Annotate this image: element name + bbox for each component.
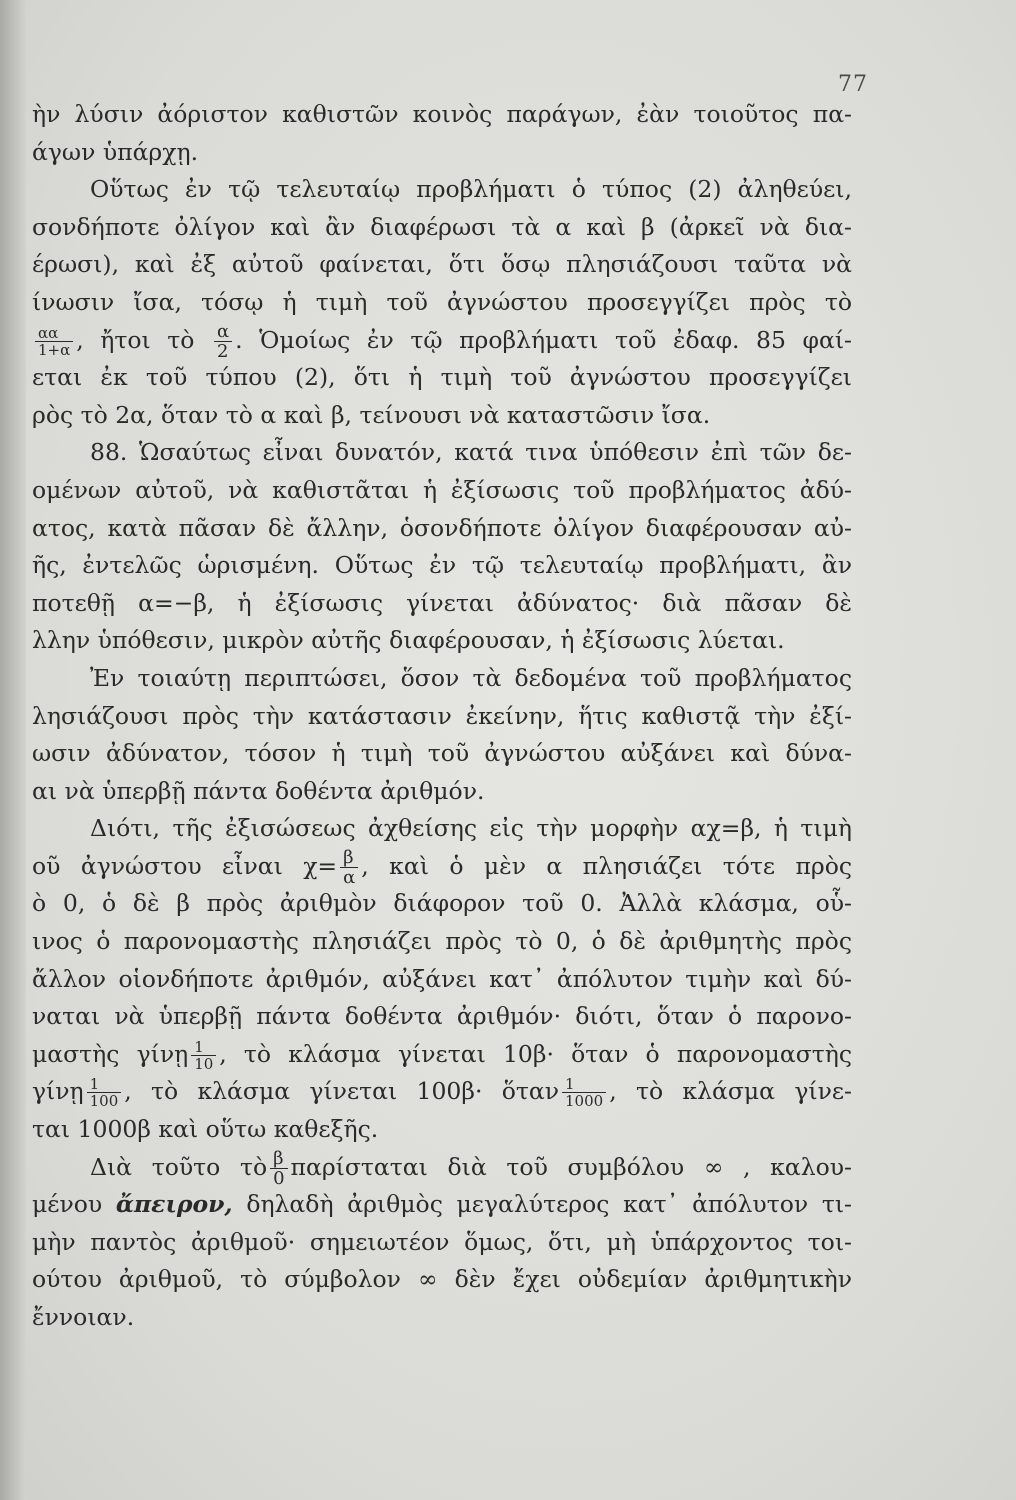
- text-line: ῆς, ἐντελῶς ὡρισμένη. Οὕτως ἐν τῷ τελευταίῳ προβλήματι, ἂν: [32, 551, 852, 580]
- text-line: ὸ 0, ὁ δὲ β πρὸς ἀριθμὸν διάφορον τοῦ 0. Ἀλλὰ κλάσμα, οὗ-: [32, 889, 852, 918]
- body-text: [32, 96, 852, 1337]
- text-line: ινος ὁ παρονομαστὴς πλησιάζει πρὸς τὸ 0, ὁ δὲ ἀριθμητὴς πρὸς: [32, 927, 852, 956]
- text-line: ἔννοιαν.: [32, 1303, 135, 1331]
- text-line: Διὰ τοῦτο τὸ $\frac{\beta}{0}$ παρίσταται διὰ τοῦ συμβόλου ∞ , καλου-: [90, 1147, 852, 1189]
- text-line: Οὕτως ἐν τῷ τελευταίῳ προβλήματι ὁ τύπος (2) ἀληθεύει,: [90, 175, 852, 204]
- text-line: σονδήποτε ὀλίγον καὶ ἂν διαφέρωσι τὰ α καὶ β (ἀρκεῖ νὰ δια-: [32, 212, 852, 241]
- text-line: οῦ ἀγνώστου εἶναι χ= $\frac{\beta}{\alpha}$ , καὶ ὁ μὲν α πλησιάζει τότε πρὸς: [32, 846, 853, 888]
- fraction: $\frac{1}{1000}$: [562, 1076, 606, 1109]
- fraction: $\frac{1}{10}$: [191, 1039, 216, 1072]
- text-line: Ἐν τοιαύτῃ περιπτώσει, ὅσον τὰ δεδομένα τοῦ προβλήματος: [90, 663, 852, 692]
- text-line: ούτου ἀριθμοῦ, τὸ σύμβολον ∞ δὲν ἔχει οὐδεμίαν ἀριθμητικὴν: [32, 1265, 852, 1294]
- text-line: έρωσι), καὶ ἐξ αὐτοῦ φαίνεται, ὅτι ὅσῳ πλησιάζουσι ταῦτα νὰ: [32, 250, 852, 279]
- text-line: ὴν λύσιν ἀόριστον καθιστῶν κοινὸς παράγων, ἐὰν τοιοῦτος πα-: [32, 100, 852, 128]
- text-line: μένου ἄπειρον, δηλαδὴ ἀριθμὸς μεγαλύτερος κατ᾽ ἀπόλυτον τι-: [32, 1190, 852, 1219]
- text-line: $\frac{\alpha\alpha}{1+\alpha}$ , ἤτοι τὸ $\frac{\alpha}{2}$ . Ὁμοίως ἐν τῷ προβλήματι τοῦ ἐδαφ. 85 φαί-: [32, 322, 852, 360]
- fraction: $\frac{\alpha\alpha}{1+\alpha}$: [35, 325, 73, 358]
- emphasized-term: ἄπειρον,: [115, 1190, 233, 1219]
- fraction: $\frac{\alpha}{2}$: [214, 322, 232, 361]
- text-line: αι νὰ ὑπερβῇ πάντα δοθέντα ἀριθμόν.: [32, 776, 485, 805]
- fraction: $\frac{1}{100}$: [87, 1076, 122, 1109]
- text-line: λλην ὑπόθεσιν, μικρὸν αὐτῆς διαφέρουσαν, ἡ ἐξίσωσις λύεται.: [32, 626, 785, 655]
- text-line: Διότι, τῆς ἐξισώσεως ἀχθείσης εἰς τὴν μορφὴν αχ=β, ἡ τιμὴ: [90, 814, 852, 843]
- text-line: ωσιν ἀδύνατον, τόσον ἡ τιμὴ τοῦ ἀγνώστου αὐξάνει καὶ δύνα-: [32, 739, 852, 768]
- text-line: γίνῃ $\frac{1}{100}$ , τὸ κλάσμα γίνεται 100β· ὅταν $\frac{1}{1000}$ , τὸ κλάσμα γίνε-: [32, 1075, 852, 1111]
- text-line: μὴν παντὸς ἀριθμοῦ· σημειωτέον ὅμως, ὅτι, μὴ ὑπάρχοντος τοι-: [32, 1227, 852, 1256]
- text-line: ποτεθῇ α=−β, ἡ ἐξίσωσις γίνεται ἀδύνατος· διὰ πᾶσαν δὲ: [32, 588, 852, 617]
- text-line: μαστὴς γίνῃ $\frac{1}{10}$ , τὸ κλάσμα γίνεται 10β· ὅταν ὁ παρονομαστὴς: [32, 1037, 852, 1073]
- text-line: ἄλλον οἱονδήποτε ἀριθμόν, αὐξάνει κατ᾽ ἀπόλυτον τιμὴν καὶ δύ-: [32, 964, 852, 993]
- text-line: ομένων αὐτοῦ, νὰ καθιστᾶται ἡ ἐξίσωσις τοῦ προβλήματος ἀδύ-: [32, 475, 852, 504]
- text-line: εται ἐκ τοῦ τύπου (2), ὅτι ἡ τιμὴ τοῦ ἀγνώστου προσεγγίζει: [32, 363, 852, 392]
- text-line: ναται νὰ ὑπερβῇ πάντα δοθέντα ἀριθμόν· διότι, ὅταν ὁ παρονο-: [32, 1002, 852, 1031]
- text-line: λησιάζουσι πρὸς τὴν κατάστασιν ἐκείνην, ἥτις καθιστᾷ τὴν ἐξί-: [32, 701, 852, 730]
- text-line: ατος, κατὰ πᾶσαν δὲ ἄλλην, ὁσονδήποτε ὀλίγον διαφέρουσαν αὐ-: [32, 513, 852, 542]
- page-number: 77: [838, 72, 868, 97]
- text-line: ρὸς τὸ 2α, ὅταν τὸ α καὶ β, τείνουσι νὰ καταστῶσιν ἴσα.: [32, 400, 711, 429]
- fraction: $\frac{\beta}{0}$: [270, 1149, 287, 1188]
- text-line: 88. Ὡσαύτως εἶναι δυνατόν, κατά τινα ὑπόθεσιν ἐπὶ τῶν δε-: [90, 438, 852, 467]
- text-line: άγων ὑπάρχῃ.: [32, 137, 199, 166]
- fraction: $\frac{\beta}{\alpha}$: [340, 848, 358, 887]
- text-line: ίνωσιν ἴσα, τόσῳ ἡ τιμὴ τοῦ ἀγνώστου προσεγγίζει πρὸς τὸ: [32, 287, 852, 316]
- text-line: ται 1000β καὶ οὕτω καθεξῆς.: [32, 1115, 379, 1144]
- binding-gutter: [0, 0, 26, 1500]
